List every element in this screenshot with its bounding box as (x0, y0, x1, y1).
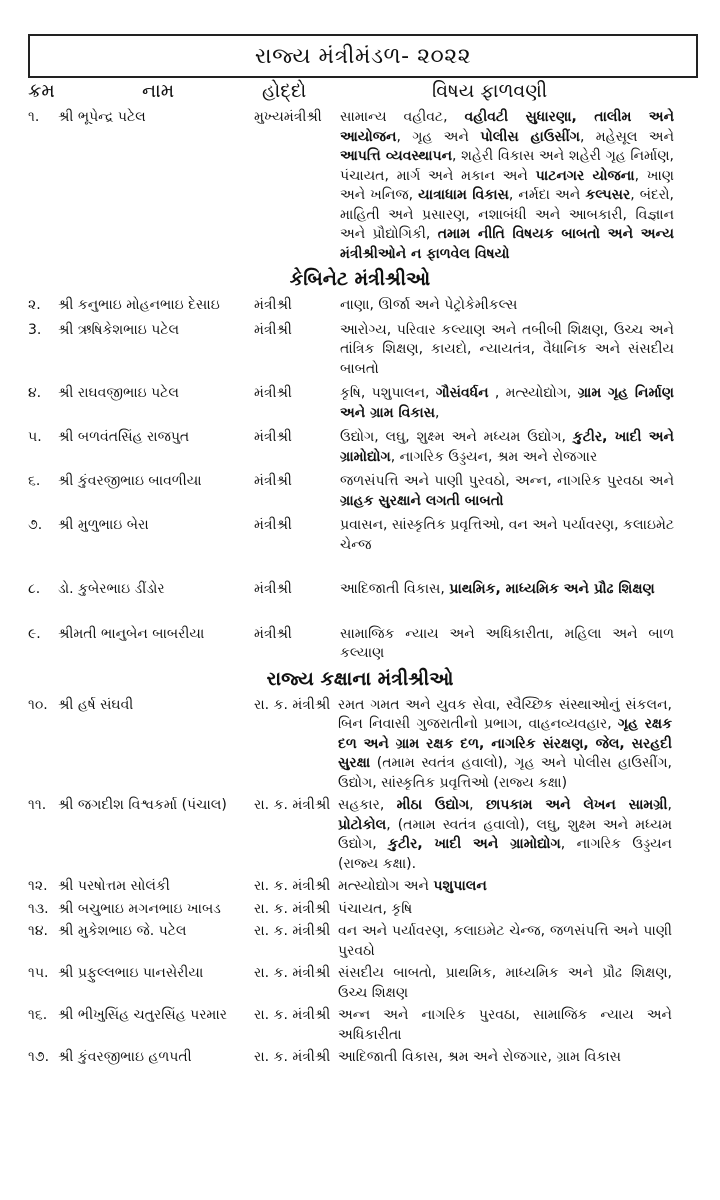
portfolio-bold-text: મીઠા ઉદ્યોગ (396, 797, 470, 813)
row-serial: ૧૫. (28, 965, 49, 981)
portfolio-bold-text: પ્રાથમિક, માધ્યમિક અને પ્રૌઢ શિક્ષણ (449, 581, 655, 597)
portfolio-bold-text: પાટનગર યોજના (535, 167, 635, 184)
portfolio-bold-text: ગ્રામ ગૃહ નિર્માણ અને ગ્રામ વિકાસ (340, 385, 674, 421)
portfolio-text: આદિજાતી વિકાસ, શ્રમ અને રોજગાર, ગ્રામ વિકાસ (338, 1049, 621, 1065)
row-name: શ્રી પ્રફુલ્લભાઇ પાનસેરીયા (58, 965, 204, 981)
row-serial: ૬. (28, 473, 41, 489)
table-row (0, 964, 720, 1003)
portfolio-text: , મહેસૂલ અને (579, 128, 675, 145)
row-portfolio (338, 1006, 672, 1045)
row-post: મુખ્યમંત્રીશ્રી (254, 109, 322, 125)
row-portfolio (338, 796, 672, 874)
row-name: ડો. કુબેરભાઇ ડીંડોર (58, 581, 165, 597)
portfolio-text: પ્રવાસન, સાંસ્કૃતિક પ્રવૃત્તિઓ, વન અને પર્યાવરણ, કલાઇમેટ ચેન્જ (340, 517, 674, 553)
table-row (0, 1048, 720, 1068)
portfolio-text: રમત ગમત અને યુવક સેવા, સ્વૈચ્છિક સંસ્થાઓનું સંકલન, બિન નિવાસી ગુજરાતીનો પ્રભાગ, વાહનવ્યવહાર, (338, 696, 672, 732)
row-name: શ્રી મુળુભાઇ બેરા (58, 517, 149, 533)
row-portfolio (340, 321, 674, 380)
table-row (0, 796, 720, 874)
portfolio-text: , (469, 797, 486, 813)
table-header (0, 80, 720, 106)
portfolio-text: મત્સ્યોદ્યોગ અને (338, 878, 434, 894)
header-name: નામ (142, 80, 175, 102)
portfolio-text: આદિજાતી વિકાસ, (340, 581, 450, 597)
portfolio-text: જળસંપત્તિ અને પાણી પુરવઠો, અન્ન, નાગરિક પુરવઠા અને (340, 473, 674, 489)
portfolio-text: સંસદીય બાબતો, પ્રાથમિક, માધ્યમિક અને પ્રૌઢ શિક્ષણ, ઉચ્ચ શિક્ષણ (338, 965, 672, 1001)
row-name: શ્રી જગદીશ વિશ્વકર્મા (પંચાલ) (58, 797, 227, 813)
row-post: રા. ક. મંત્રીશ્રી (254, 878, 331, 894)
table-row (0, 321, 720, 380)
row-name: શ્રી બળવંતસિંહ રાજપુત (58, 429, 190, 445)
portfolio-bold-text: છાપકામ અને લેખન સામગ્રી (486, 797, 668, 813)
row-serial: ૮. (28, 581, 41, 597)
table-row (0, 428, 720, 467)
portfolio-bold-text: કલ્પસર (585, 187, 631, 203)
row-serial: ૫. (28, 429, 42, 445)
portfolio-bold-text: ગૌસંવર્ધન (435, 385, 489, 401)
row-serial: 3. (28, 321, 42, 338)
portfolio-text: ઉદ્યોગ, લઘુ, શુક્ષ્મ અને મધ્યમ ઉદ્યોગ, (340, 429, 573, 445)
table-row (0, 900, 720, 920)
portfolio-bold-text: યાત્રાધામ વિકાસ (418, 187, 509, 203)
row-serial: ૯. (28, 625, 41, 642)
row-serial: ૧૭. (28, 1049, 50, 1065)
portfolio-text: , નર્મદા અને (508, 187, 586, 203)
row-post: રા. ક. મંત્રીશ્રી (254, 1007, 331, 1023)
portfolio-text: , (667, 797, 672, 813)
row-name: શ્રીમતી ભાનુબેન બાબરીયા (58, 625, 205, 642)
row-name: શ્રી કનુભાઇ મોહનભાઇ દેસાઇ (58, 297, 220, 313)
row-post: મંત્રીશ્રી (254, 581, 292, 597)
portfolio-text: , ખાણ અને ખનિજ, (340, 167, 674, 203)
row-post: મંત્રીશ્રી (254, 297, 292, 313)
portfolio-text: , બંદરો, માહિતી અને પ્રસારણ, નશાબંધી અને આબકારી, વિજ્ઞાન અને પ્રૌદ્યોગિકી, (340, 187, 674, 242)
row-portfolio (338, 922, 672, 961)
table-row (0, 580, 720, 600)
portfolio-bold-text: ગૃહ રક્ષક દળ અને ગ્રામ રક્ષક દળ, નાગરિક સંરક્ષણ, જેલ, સરહદી સુરક્ષા (338, 716, 672, 771)
portfolio-text: અન્ન અને નાગરિક પુરવઠા, સામાજિક ન્યાય અને અધિકારીતા (338, 1007, 672, 1043)
row-serial: ૧૨. (28, 878, 48, 894)
portfolio-text: નાણા, ઊર્જા અને પેટ્રોકેમીકલ્સ (340, 297, 518, 313)
portfolio-text: વન અને પર્યાવરણ, કલાઇમેટ ચેન્જ, જળસંપત્તિ અને પાણી પુરવઠો (338, 923, 672, 959)
row-portfolio (340, 625, 674, 664)
table-row (0, 108, 720, 264)
header-post: હોદ્દો (262, 80, 307, 102)
row-name: શ્રી મુકેશભાઇ જે. પટેલ (58, 923, 187, 939)
page-title-text: રાજ્ય મંત્રીમંડળ- ૨૦૨૨ (254, 43, 472, 69)
row-serial: ૧. (28, 109, 40, 125)
portfolio-bold-text: કુટીર, ખાદી અને ગ્રામોદ્યોગ (340, 429, 674, 465)
portfolio-bold-text: કુટીર, ખાદી અને ગ્રામોદ્યોગ (388, 836, 561, 852)
row-serial: ૧૧. (28, 797, 47, 813)
row-post: મંત્રીશ્રી (254, 385, 292, 401)
row-name: શ્રી રાઘવજીભાઇ પટેલ (58, 385, 179, 401)
row-name: શ્રી ભૂપેન્દ્ર પટેલ (58, 109, 146, 125)
row-post: મંત્રીશ્રી (254, 625, 292, 642)
row-serial: ૭. (28, 517, 43, 533)
row-portfolio (338, 1048, 672, 1068)
header-dept: વિષય ફાળવણી (432, 80, 548, 102)
cabinet-table (0, 108, 720, 1068)
row-portfolio (338, 900, 672, 920)
portfolio-text: , નાગરિક ઉડ્ડયન (રાજ્ય કક્ષા). (338, 836, 672, 872)
row-portfolio (340, 428, 674, 467)
table-row (0, 625, 720, 664)
row-post: રા. ક. મંત્રીશ્રી (254, 900, 331, 917)
portfolio-text: , (તમામ સ્વતંત્ર હવાલો), લઘુ, શુક્ષ્મ અને મધ્યમ ઉદ્યોગ, (338, 816, 672, 852)
row-portfolio (340, 472, 674, 511)
table-row (0, 384, 720, 423)
row-serial: ૨. (28, 297, 41, 313)
row-name: શ્રી કુંવરજીભાઇ બાવળીયા (58, 473, 202, 489)
portfolio-bold-text: આપત્તિ વ્યવસ્થાપન (340, 148, 453, 164)
row-name: શ્રી પરષોત્તમ સોલંકી (58, 878, 170, 894)
portfolio-bold-text: પોલીસ હાઉસીંગ (480, 128, 580, 145)
table-row (0, 472, 720, 511)
portfolio-text: , શહેરી વિકાસ અને શહેરી ગૃહ નિર્માણ, પંચાયત, માર્ગ અને મકાન અને (340, 148, 674, 184)
portfolio-text: સહકાર, (338, 797, 397, 813)
row-serial: ૧૩. (28, 900, 49, 917)
row-name: શ્રી હર્ષ સંઘવી (58, 696, 134, 713)
section-heading-cabinet: કેબિનેટ મંત્રીશ્રીઓ (289, 268, 431, 290)
row-post: રા. ક. મંત્રીશ્રી (254, 923, 331, 939)
table-row (0, 296, 720, 316)
portfolio-text: , ગૃહ અને (396, 128, 481, 145)
table-row (0, 877, 720, 897)
header-sr: ક્રમ (28, 80, 55, 102)
row-post: મંત્રીશ્રી (254, 517, 292, 533)
portfolio-text: (તમામ સ્વતંત્ર હવાલો), ગૃહ અને પોલીસ હાઉસીંગ, ઉદ્યોગ, સાંસ્કૃતિક પ્રવૃત્તિઓ (રાજ્ય કક્ષા) (338, 755, 672, 791)
row-post: મંત્રીશ્રી (254, 429, 292, 445)
row-serial: ૪. (28, 385, 42, 401)
portfolio-text: , નાગરિક ઉડ્ડયન, શ્રમ અને રોજગાર (390, 448, 598, 465)
row-portfolio (340, 384, 674, 423)
portfolio-bold-text: પશુપાલન (433, 878, 487, 894)
row-post: મંત્રીશ્રી (254, 473, 292, 489)
row-serial: ૧૬. (28, 1007, 48, 1023)
row-portfolio (340, 296, 674, 316)
row-portfolio (340, 516, 674, 555)
portfolio-bold-text: વહીવટી સુધારણા, તાલીમ અને આયોજન (340, 109, 674, 145)
row-portfolio (340, 580, 674, 600)
portfolio-text: સામાન્ય વહીવટ, (340, 109, 465, 125)
portfolio-bold-text: ગ્રાહક સુરક્ષાને લગતી બાબતો (340, 492, 504, 509)
portfolio-text: સામાજિક ન્યાય અને અધિકારીતા, મહિલા અને બાળ કલ્યાણ (340, 625, 674, 661)
portfolio-bold-text: પ્રોટોકોલ (338, 816, 387, 833)
row-post: રા. ક. મંત્રીશ્રી (254, 965, 331, 981)
row-portfolio (338, 877, 672, 897)
row-post: રા. ક. મંત્રીશ્રી (254, 1049, 331, 1065)
row-portfolio (340, 108, 674, 264)
portfolio-text: , મત્સ્યોદ્યોગ, (488, 385, 578, 401)
table-row (0, 696, 720, 794)
row-portfolio (338, 964, 672, 1003)
portfolio-bold-text: તમામ નીતિ વિષયક બાબતો અને અન્ય મંત્રીશ્રીઓને ન ફાળવેલ વિષયો (340, 226, 674, 262)
section-heading-mos: રાજ્ય કક્ષાના મંત્રીશ્રીઓ (266, 667, 454, 690)
page-title (28, 34, 698, 78)
row-serial: ૧૪. (28, 923, 48, 939)
row-portfolio (338, 696, 672, 794)
row-post: રા. ક. મંત્રીશ્રી (254, 696, 331, 713)
row-name: શ્રી બચુભાઇ મગનભાઇ ખાબડ (58, 900, 221, 917)
portfolio-text: કૃષિ, પશુપાલન, (340, 385, 436, 401)
row-serial: ૧૦. (28, 696, 48, 713)
table-row (0, 1006, 720, 1045)
portfolio-text: આરોગ્ય, પરિવાર કલ્યાણ અને તબીબી શિક્ષણ, ઉચ્ચ અને તાંત્રિક શિક્ષણ, કાયદો, ન્યાયતંત્ર, વૈધાનિક અને સંસદીય બાબતો (340, 321, 674, 377)
row-post: રા. ક. મંત્રીશ્રી (254, 797, 331, 813)
row-name: શ્રી ભીખુસિંહ ચતુરસિંહ પરમાર (58, 1007, 227, 1023)
row-name: શ્રી કુંવરજીભાઇ હળપતી (58, 1049, 192, 1065)
portfolio-text: , (435, 404, 440, 421)
row-name: શ્રી ઋષિકેશભાઇ પટેલ (58, 321, 180, 338)
table-row (0, 922, 720, 961)
row-post: મંત્રીશ્રી (254, 321, 292, 338)
portfolio-text: પંચાયત, કૃષિ (338, 900, 413, 917)
table-row (0, 516, 720, 555)
